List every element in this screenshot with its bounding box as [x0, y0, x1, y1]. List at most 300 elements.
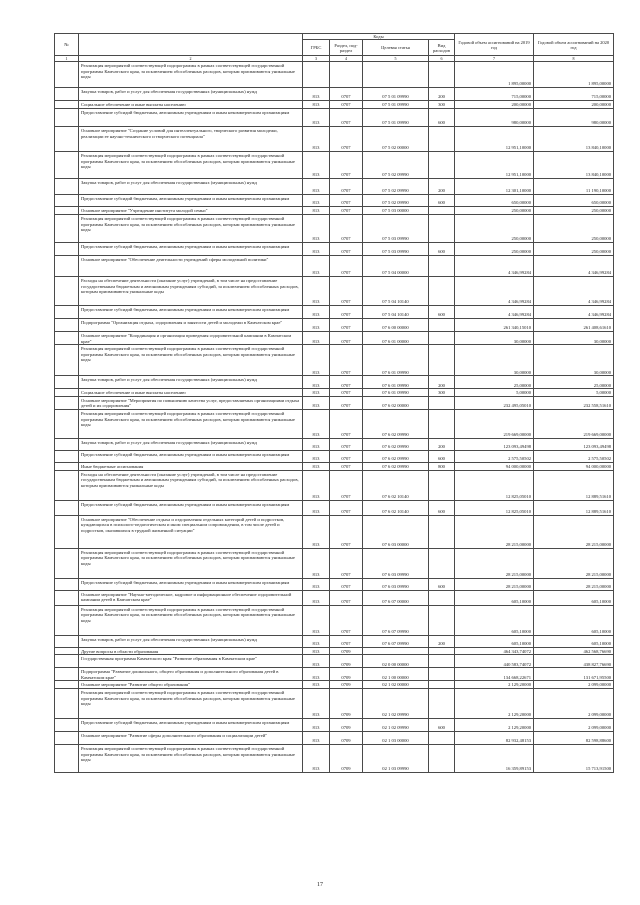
row-number-cell	[55, 438, 79, 450]
row-2020-cell: 15 713,91500	[534, 744, 614, 772]
row-number-cell	[55, 152, 79, 179]
table-row	[55, 195, 614, 207]
row-2020-cell: 605,10000	[534, 605, 614, 635]
row-expense-type-cell: 600	[429, 109, 455, 127]
row-grbs-cell: 813	[303, 396, 330, 409]
row-2019-cell: 4 346,99284	[455, 256, 534, 277]
table-row	[55, 256, 614, 277]
row-name-cell: Основное мероприятие "Создание условий для интеллектуального, творческого развития молодежи, реализации ее научно-технического и творческого потенциала"	[79, 127, 303, 152]
header-codes-group: Коды	[303, 34, 455, 40]
row-2019-cell: 250,00000	[455, 215, 534, 243]
row-2019-cell: 12 951,10000	[455, 127, 534, 152]
row-razdel-cell: 0709	[330, 744, 363, 772]
row-razdel-cell: 0707	[330, 605, 363, 635]
row-2019-cell: 28 215,00000	[455, 578, 534, 590]
row-grbs-cell: 813	[303, 409, 330, 438]
row-razdel-cell: 0707	[330, 243, 363, 256]
row-2020-cell: 131 671,95500	[534, 668, 614, 681]
row-name-cell: Закупка товаров, работ и услуг для обеспечения государственных (муниципальных) нужд	[79, 438, 303, 450]
row-2019-cell: 12 301,10000	[455, 179, 534, 195]
row-grbs-cell: 813	[303, 635, 330, 647]
row-number-cell	[55, 409, 79, 438]
row-target-article-cell: 07 5 01 09990	[363, 109, 429, 127]
row-razdel-cell: 0709	[330, 718, 363, 731]
header-num-4: 4	[330, 56, 363, 62]
row-expense-type-cell	[429, 277, 455, 306]
row-2019-cell: 4 346,99284	[455, 306, 534, 319]
row-2019-cell: 12 825,05010	[455, 500, 534, 515]
row-2019-cell: 715,00000	[455, 88, 534, 101]
table-row	[55, 62, 614, 88]
row-2019-cell: 82 932,48153	[455, 731, 534, 744]
row-grbs-cell: 813	[303, 470, 330, 500]
row-razdel-cell: 0707	[330, 578, 363, 590]
table-row	[55, 127, 614, 152]
row-target-article-cell: 07 6 01 00000	[363, 332, 429, 345]
row-number-cell	[55, 332, 79, 345]
table-row	[55, 179, 614, 195]
row-2020-cell: 605,10000	[534, 590, 614, 605]
row-razdel-cell: 0707	[330, 277, 363, 306]
row-target-article-cell: 02 1 03 00000	[363, 731, 429, 744]
row-2020-cell: 605,10000	[534, 635, 614, 647]
row-razdel-cell: 0707	[330, 109, 363, 127]
row-razdel-cell: 0709	[330, 647, 363, 655]
row-grbs-cell: 813	[303, 376, 330, 389]
row-2020-cell: 13 840,10000	[534, 127, 614, 152]
header-target-article: Целевая статья	[363, 40, 429, 56]
row-target-article-cell: 07 5 04 10140	[363, 306, 429, 319]
row-grbs-cell: 813	[303, 590, 330, 605]
row-expense-type-cell	[429, 470, 455, 500]
row-number-cell	[55, 718, 79, 731]
row-grbs-cell: 813	[303, 681, 330, 689]
row-2020-cell: 2 575,50502	[534, 450, 614, 462]
row-razdel-cell: 0707	[330, 409, 363, 438]
page-number: 17	[317, 882, 323, 888]
table-row	[55, 345, 614, 376]
row-target-article-cell: 02 1 03 09990	[363, 744, 429, 772]
row-name-cell: Предоставление субсидий бюджетным, автономным учреждениям и иным некоммерческим организациям	[79, 306, 303, 319]
row-2019-cell: 2 129,20000	[455, 688, 534, 718]
row-target-article-cell: 07 6 02 10140	[363, 470, 429, 500]
table-row	[55, 109, 614, 127]
row-expense-type-cell: 600	[429, 578, 455, 590]
row-expense-type-cell	[429, 647, 455, 655]
row-razdel-cell: 0707	[330, 389, 363, 397]
row-grbs-cell: 813	[303, 718, 330, 731]
row-razdel-cell: 0707	[330, 548, 363, 578]
row-name-cell: Основное мероприятие "Учреждение института молодой семьи"	[79, 207, 303, 215]
row-target-article-cell: 07 5 03 00000	[363, 207, 429, 215]
row-2019-cell: 1 895,00000	[455, 62, 534, 88]
row-target-article-cell: 07 6 03 09990	[363, 578, 429, 590]
row-2019-cell: 464 343,74072	[455, 647, 534, 655]
row-target-article-cell: 07 5 01 09990	[363, 88, 429, 101]
row-name-cell: Предоставление субсидий бюджетным, автономным учреждениям и иным некоммерческим организациям	[79, 718, 303, 731]
header-2019: Годовой объем ассигнований на 2019 год	[455, 34, 534, 56]
row-grbs-cell: 813	[303, 101, 330, 109]
row-2019-cell: 12 825,05010	[455, 470, 534, 500]
row-target-article-cell: 07 5 04 10140	[363, 277, 429, 306]
row-target-article-cell	[363, 647, 429, 655]
row-grbs-cell: 813	[303, 277, 330, 306]
row-expense-type-cell: 300	[429, 389, 455, 397]
row-2020-cell: 980,00000	[534, 109, 614, 127]
row-name-cell: Предоставление субсидий бюджетным, автономным учреждениям и иным некоммерческим организациям	[79, 578, 303, 590]
row-razdel-cell: 0707	[330, 462, 363, 470]
row-razdel-cell: 0707	[330, 256, 363, 277]
row-target-article-cell: 07 6 03 09990	[363, 548, 429, 578]
table-row	[55, 647, 614, 655]
row-number-cell	[55, 345, 79, 376]
table-row	[55, 578, 614, 590]
row-target-article-cell: 07 5 02 09990	[363, 195, 429, 207]
row-target-article-cell: 07 5 02 09990	[363, 179, 429, 195]
row-grbs-cell: 813	[303, 688, 330, 718]
row-number-cell	[55, 306, 79, 319]
row-2020-cell: 30,00000	[534, 345, 614, 376]
row-target-article-cell: 02 1 00 00000	[363, 668, 429, 681]
header-grbs: ГРБС	[303, 40, 330, 56]
row-expense-type-cell: 600	[429, 450, 455, 462]
row-number-cell	[55, 655, 79, 668]
row-grbs-cell: 813	[303, 332, 330, 345]
header-no: №	[55, 34, 79, 56]
row-number-cell	[55, 396, 79, 409]
row-2019-cell: 440 583,74072	[455, 655, 534, 668]
table-row	[55, 438, 614, 450]
row-expense-type-cell: 200	[429, 88, 455, 101]
table-row	[55, 152, 614, 179]
table-row	[55, 215, 614, 243]
row-grbs-cell: 813	[303, 647, 330, 655]
row-grbs-cell: 813	[303, 179, 330, 195]
row-2019-cell: 2 129,20000	[455, 681, 534, 689]
table-row	[55, 462, 614, 470]
table-row	[55, 500, 614, 515]
row-2020-cell: 28 215,00000	[534, 515, 614, 548]
table-body	[55, 62, 614, 773]
row-2020-cell: 13 840,10000	[534, 152, 614, 179]
row-2019-cell: 250,00000	[455, 207, 534, 215]
row-number-cell	[55, 462, 79, 470]
row-number-cell	[55, 731, 79, 744]
row-2020-cell: 232 558,51610	[534, 396, 614, 409]
row-2020-cell: 200,00000	[534, 101, 614, 109]
row-razdel-cell: 0707	[330, 396, 363, 409]
row-2020-cell: 2 099,00000	[534, 718, 614, 731]
row-target-article-cell: 07 6 02 09990	[363, 409, 429, 438]
row-2020-cell: 715,00000	[534, 88, 614, 101]
row-name-cell: Предоставление субсидий бюджетным, автономным учреждениям и иным некоммерческим организациям	[79, 243, 303, 256]
row-2019-cell: 605,10000	[455, 605, 534, 635]
row-grbs-cell: 813	[303, 306, 330, 319]
row-razdel-cell: 0707	[330, 450, 363, 462]
row-2019-cell: 219 669,00000	[455, 409, 534, 438]
row-name-cell: Иные бюджетные ассигнования	[79, 462, 303, 470]
row-razdel-cell: 0707	[330, 635, 363, 647]
row-razdel-cell: 0707	[330, 332, 363, 345]
row-expense-type-cell: 600	[429, 243, 455, 256]
row-2019-cell: 4 346,99284	[455, 277, 534, 306]
row-number-cell	[55, 548, 79, 578]
table-row	[55, 88, 614, 101]
row-grbs-cell: 813	[303, 731, 330, 744]
row-expense-type-cell: 600	[429, 718, 455, 731]
row-number-cell	[55, 590, 79, 605]
row-2020-cell: 2 099,00000	[534, 681, 614, 689]
row-expense-type-cell	[429, 345, 455, 376]
row-expense-type-cell: 800	[429, 462, 455, 470]
row-number-cell	[55, 277, 79, 306]
row-target-article-cell: 07 5 03 09990	[363, 215, 429, 243]
row-expense-type-cell: 200	[429, 438, 455, 450]
row-target-article-cell: 02 0 00 00000	[363, 655, 429, 668]
row-expense-type-cell	[429, 681, 455, 689]
row-2019-cell: 605,10000	[455, 590, 534, 605]
row-grbs-cell: 813	[303, 195, 330, 207]
row-expense-type-cell	[429, 256, 455, 277]
row-razdel-cell: 0707	[330, 500, 363, 515]
row-name-cell: Другие вопросы в области образования	[79, 647, 303, 655]
row-expense-type-cell: 300	[429, 101, 455, 109]
row-2019-cell: 5,00000	[455, 389, 534, 397]
row-expense-type-cell	[429, 215, 455, 243]
row-2020-cell: 4 346,99284	[534, 256, 614, 277]
row-2019-cell: 28 215,00000	[455, 548, 534, 578]
row-number-cell	[55, 647, 79, 655]
row-2019-cell: 200,00000	[455, 101, 534, 109]
row-name-cell: Реализация мероприятий соответствующей подпрограммы в рамках соответствующей государственной программы Камчатского края, за исключением обособленных расходов, которым присваиваются уникальные коды	[79, 62, 303, 88]
row-name-cell: Основное мероприятие "Обеспечение отдыха и оздоровления отдельных категорий детей и подростков, нуждающихся в психолого-педагогическом и ином специальном сопровождении, в том числе детей и подростков, оказавшихся в трудной жизненной ситуации"	[79, 515, 303, 548]
table-row	[55, 590, 614, 605]
row-2019-cell: 12 951,10000	[455, 152, 534, 179]
row-expense-type-cell	[429, 688, 455, 718]
row-razdel-cell: 0707	[330, 88, 363, 101]
header-num-7: 7	[455, 56, 534, 62]
header-num-3: 3	[303, 56, 330, 62]
row-name-cell: Реализация мероприятий соответствующей подпрограммы в рамках соответствующей государственной программы Камчатского края, за исключением обособленных расходов, которым присваиваются уникальные коды	[79, 345, 303, 376]
row-target-article-cell: 07 5 04 00000	[363, 256, 429, 277]
table-row	[55, 515, 614, 548]
row-name-cell: Реализация мероприятий соответствующей подпрограммы в рамках соответствующей государственной программы Камчатского края, за исключением обособленных расходов, которым присваиваются уникальные коды	[79, 215, 303, 243]
row-expense-type-cell	[429, 207, 455, 215]
row-2020-cell: 12 889,51610	[534, 470, 614, 500]
row-2020-cell: 28 215,00000	[534, 548, 614, 578]
row-2020-cell: 250,00000	[534, 207, 614, 215]
row-2019-cell: 605,10000	[455, 635, 534, 647]
row-grbs-cell: 813	[303, 515, 330, 548]
row-number-cell	[55, 195, 79, 207]
row-number-cell	[55, 681, 79, 689]
row-grbs-cell: 813	[303, 345, 330, 376]
header-num-5: 5	[363, 56, 429, 62]
row-expense-type-cell	[429, 548, 455, 578]
row-target-article-cell: 07 6 02 09990	[363, 450, 429, 462]
row-number-cell	[55, 62, 79, 88]
row-name-cell: Предоставление субсидий бюджетным, автономным учреждениям и иным некоммерческим организациям	[79, 450, 303, 462]
row-expense-type-cell	[429, 396, 455, 409]
row-name-cell: Социальное обеспечение и иные выплаты населению	[79, 101, 303, 109]
row-grbs-cell: 813	[303, 152, 330, 179]
row-name-cell: Основное мероприятие "Научно-методическое, кадровое и информационное обеспечение оздоровительной кампании детей в Камчатском крае"	[79, 590, 303, 605]
row-expense-type-cell	[429, 62, 455, 88]
row-2019-cell: 16 359,89153	[455, 744, 534, 772]
row-target-article-cell: 02 1 02 00000	[363, 681, 429, 689]
header-num-8: 8	[534, 56, 614, 62]
row-razdel-cell	[330, 62, 363, 88]
row-2019-cell: 134 668,22671	[455, 668, 534, 681]
header-num-6: 6	[429, 56, 455, 62]
row-target-article-cell: 07 6 01 09990	[363, 345, 429, 376]
row-name-cell: Социальное обеспечение и иные выплаты населению	[79, 389, 303, 397]
row-name-cell: Реализация мероприятий соответствующей подпрограммы в рамках соответствующей государственной программы Камчатского края, за исключением обособленных расходов, которым присваиваются уникальные коды	[79, 152, 303, 179]
row-target-article-cell: 07 6 07 00000	[363, 590, 429, 605]
row-number-cell	[55, 215, 79, 243]
row-name-cell: Подпрограмма "Организация отдыха, оздоровления и занятости детей и молодежи в Камчатском крае"	[79, 319, 303, 332]
row-name-cell: Подпрограмма "Развитие дошкольного, общего образования и дополнительного образования детей в Камчатском крае"	[79, 668, 303, 681]
row-target-article-cell: 02 1 02 09990	[363, 718, 429, 731]
table-row	[55, 744, 614, 772]
row-expense-type-cell	[429, 515, 455, 548]
row-target-article-cell: 07 6 01 09990	[363, 389, 429, 397]
row-razdel-cell: 0707	[330, 590, 363, 605]
row-name-cell: Основное мероприятие "Обеспечение деятельности учреждений сферы молодежной политики"	[79, 256, 303, 277]
row-number-cell	[55, 515, 79, 548]
row-2019-cell: 650,00000	[455, 195, 534, 207]
table-row	[55, 548, 614, 578]
row-name-cell: Предоставление субсидий бюджетным, автономным учреждениям и иным некоммерческим организациям	[79, 500, 303, 515]
row-2019-cell: 980,00000	[455, 109, 534, 127]
row-razdel-cell: 0707	[330, 376, 363, 389]
row-target-article-cell: 07 6 07 09990	[363, 635, 429, 647]
header-name	[79, 34, 303, 56]
table-row	[55, 277, 614, 306]
row-name-cell: Расходы на обеспечение деятельности (оказание услуг) учреждений, в том числе на предоставление государственным бюджетным и автономным учреждениям субсидий, за исключением обособленных расходов, которым присваиваются уникальные коды	[79, 277, 303, 306]
row-2020-cell: 25,00000	[534, 376, 614, 389]
row-expense-type-cell	[429, 332, 455, 345]
row-razdel-cell: 0707	[330, 215, 363, 243]
row-2020-cell: 11 190,10000	[534, 179, 614, 195]
row-number-cell	[55, 109, 79, 127]
row-2020-cell: 82 598,88600	[534, 731, 614, 744]
row-name-cell: Реализация мероприятий соответствующей подпрограммы в рамках соответствующей государственной программы Камчатского края, за исключением обособленных расходов, которым присваиваются уникальные коды	[79, 605, 303, 635]
row-target-article-cell: 07 5 01 09990	[363, 101, 429, 109]
table-row	[55, 243, 614, 256]
row-number-cell	[55, 578, 79, 590]
row-name-cell: Предоставление субсидий бюджетным, автономным учреждениям и иным некоммерческим организациям	[79, 195, 303, 207]
row-2020-cell: 650,00000	[534, 195, 614, 207]
row-number-cell	[55, 179, 79, 195]
row-razdel-cell: 0707	[330, 195, 363, 207]
row-razdel-cell: 0707	[330, 319, 363, 332]
row-razdel-cell: 0707	[330, 515, 363, 548]
row-razdel-cell: 0707	[330, 179, 363, 195]
row-target-article-cell: 02 1 02 09990	[363, 688, 429, 718]
row-name-cell: Закупка товаров, работ и услуг для обеспечения государственных (муниципальных) нужд	[79, 179, 303, 195]
row-target-article-cell: 07 6 01 09990	[363, 376, 429, 389]
row-2020-cell: 94 000,00000	[534, 462, 614, 470]
row-target-article-cell: 07 5 02 00000	[363, 127, 429, 152]
row-number-cell	[55, 256, 79, 277]
table-row	[55, 376, 614, 389]
row-2019-cell: 232 495,05010	[455, 396, 534, 409]
row-name-cell: Закупка товаров, работ и услуг для обеспечения государственных (муниципальных) нужд	[79, 88, 303, 101]
row-grbs-cell: 813	[303, 668, 330, 681]
table-row	[55, 731, 614, 744]
row-name-cell: Основное мероприятие "Развитие общего образования"	[79, 681, 303, 689]
row-number-cell	[55, 635, 79, 647]
row-2020-cell: 123 093,49498	[534, 438, 614, 450]
row-grbs-cell: 813	[303, 438, 330, 450]
row-2020-cell: 28 215,00000	[534, 578, 614, 590]
row-razdel-cell: 0707	[330, 101, 363, 109]
table-row	[55, 635, 614, 647]
row-razdel-cell: 0709	[330, 668, 363, 681]
table-row	[55, 332, 614, 345]
row-target-article-cell: 07 6 03 00000	[363, 515, 429, 548]
row-razdel-cell: 0709	[330, 681, 363, 689]
row-grbs-cell: 813	[303, 389, 330, 397]
row-grbs-cell: 813	[303, 548, 330, 578]
row-2020-cell: 261 408,61610	[534, 319, 614, 332]
row-grbs-cell: 813	[303, 109, 330, 127]
row-2020-cell: 12 889,51610	[534, 500, 614, 515]
row-number-cell	[55, 243, 79, 256]
row-2019-cell: 94 000,00000	[455, 462, 534, 470]
row-expense-type-cell: 200	[429, 635, 455, 647]
row-2020-cell: 219 669,00000	[534, 409, 614, 438]
row-expense-type-cell	[429, 744, 455, 772]
row-number-cell	[55, 127, 79, 152]
header-2020: Годовой объем ассигнований на 2020 год	[534, 34, 614, 56]
row-grbs-cell: 813	[303, 578, 330, 590]
row-expense-type-cell: 200	[429, 376, 455, 389]
row-name-cell: Реализация мероприятий соответствующей подпрограммы в рамках соответствующей государственной программы Камчатского края, за исключением обособленных расходов, которым присваиваются уникальные коды	[79, 409, 303, 438]
row-number-cell	[55, 389, 79, 397]
row-2020-cell: 2 099,00000	[534, 688, 614, 718]
row-2019-cell: 30,00000	[455, 345, 534, 376]
row-name-cell: Закупка товаров, работ и услуг для обеспечения государственных (муниципальных) нужд	[79, 376, 303, 389]
row-grbs-cell: 813	[303, 500, 330, 515]
row-number-cell	[55, 207, 79, 215]
table-row	[55, 450, 614, 462]
row-razdel-cell: 0707	[330, 207, 363, 215]
table-row	[55, 681, 614, 689]
table-row	[55, 207, 614, 215]
row-grbs-cell: 813	[303, 256, 330, 277]
row-2020-cell: 4 346,99284	[534, 277, 614, 306]
row-expense-type-cell: 600	[429, 500, 455, 515]
row-razdel-cell: 0707	[330, 345, 363, 376]
table-row	[55, 470, 614, 500]
row-2019-cell: 28 215,00000	[455, 515, 534, 548]
row-2019-cell: 123 093,49498	[455, 438, 534, 450]
row-target-article-cell	[363, 62, 429, 88]
row-name-cell: Реализация мероприятий соответствующей подпрограммы в рамках соответствующей государственной программы Камчатского края, за исключением обособленных расходов, которым присваиваются уникальные коды	[79, 548, 303, 578]
row-number-cell	[55, 668, 79, 681]
row-razdel-cell: 0709	[330, 731, 363, 744]
row-target-article-cell: 07 5 03 09990	[363, 243, 429, 256]
row-razdel-cell: 0709	[330, 688, 363, 718]
row-2020-cell: 438 827,76690	[534, 655, 614, 668]
row-expense-type-cell	[429, 731, 455, 744]
row-expense-type-cell	[429, 127, 455, 152]
row-name-cell: Основное мероприятие "Мероприятия по повышению качества услуг, предоставляемых организациями отдыха детей и их оздоровления"	[79, 396, 303, 409]
row-number-cell	[55, 688, 79, 718]
table-row	[55, 409, 614, 438]
